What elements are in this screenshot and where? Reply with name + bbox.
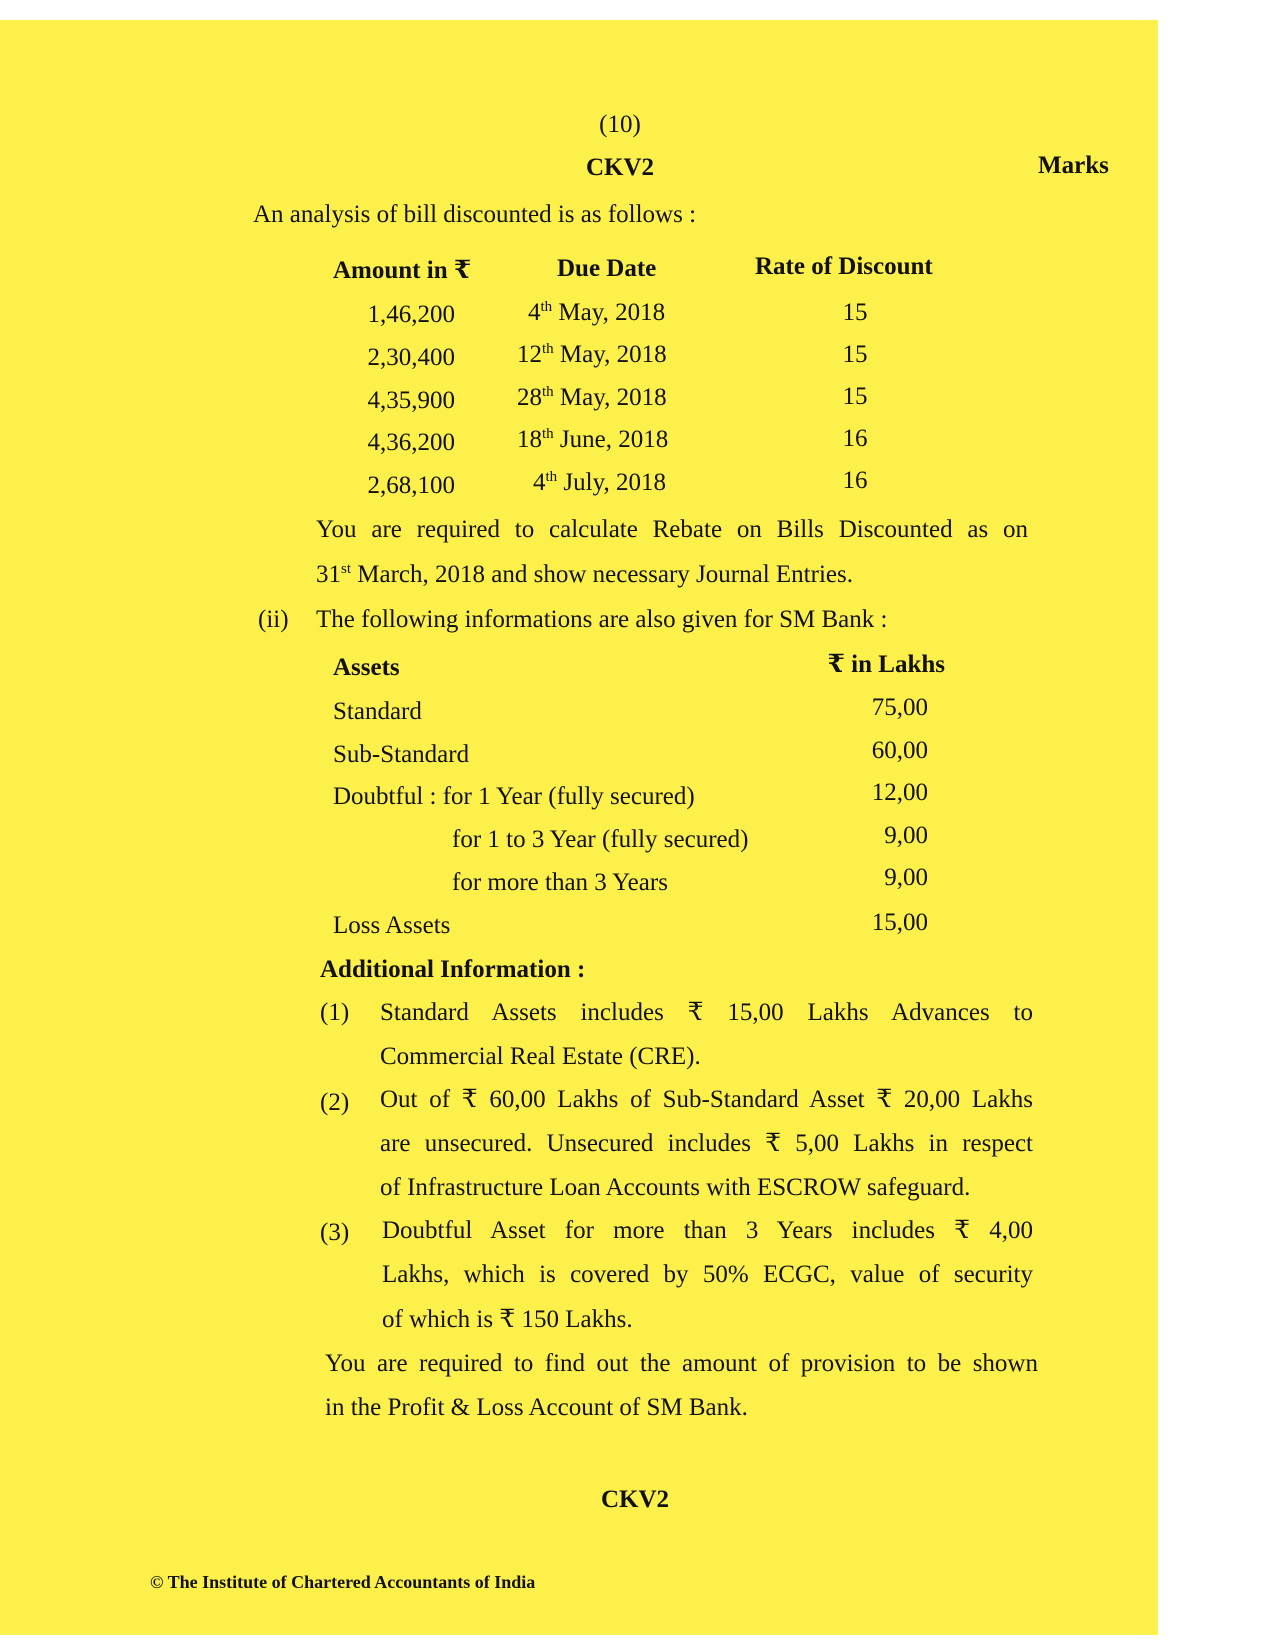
asset-value: 9,00 — [884, 864, 928, 891]
note-line: Out of ₹ 60,00 Lakhs of Sub-Standard Asset ₹ 20,00 Lakhs — [380, 1086, 1033, 1113]
bottom-paper-code: CKV2 — [600, 1486, 670, 1513]
col-value-lakhs: ₹ in Lakhs — [827, 651, 945, 678]
bill-due-date: 12th May, 2018 — [517, 341, 667, 368]
asset-value: 12,00 — [871, 779, 928, 806]
col-rate: Rate of Discount — [755, 253, 933, 280]
rebate-requirement-line1: You are required to calculate Rebate on Bills Discounted as on — [316, 516, 1028, 543]
marks-label: Marks — [1038, 152, 1109, 179]
asset-value: 60,00 — [871, 737, 928, 764]
asset-label: Sub-Standard — [333, 741, 470, 768]
part-ii-intro: The following informations are also given for SM Bank : — [316, 606, 888, 633]
note-line: are unsecured. Unsecured includes ₹ 5,00 Lakhs in respect — [380, 1130, 1033, 1157]
note-number: (3) — [320, 1219, 350, 1246]
note-number: (2) — [320, 1089, 350, 1116]
bill-due-date: 18th June, 2018 — [517, 426, 669, 453]
asset-label: for 1 to 3 Year (fully secured) — [452, 826, 749, 853]
bill-amount: 2,68,100 — [367, 472, 455, 499]
bill-amount: 1,46,200 — [367, 301, 455, 328]
asset-label: for more than 3 Years — [452, 869, 668, 896]
note-line: Lakhs, which is covered by 50% ECGC, value of security — [382, 1261, 1033, 1288]
paper-code: CKV2 — [585, 154, 655, 181]
bill-rate: 16 — [842, 425, 868, 452]
bill-due-date: 4th July, 2018 — [533, 469, 666, 496]
bill-rate: 15 — [842, 299, 868, 326]
note-line: Standard Assets includes ₹ 15,00 Lakhs Advances to — [380, 999, 1033, 1026]
note-line: Commercial Real Estate (CRE). — [380, 1043, 701, 1070]
note-number: (1) — [320, 999, 350, 1026]
exam-page — [0, 20, 1158, 1635]
provision-requirement-line2: in the Profit & Loss Account of SM Bank. — [325, 1394, 748, 1421]
note-line: Doubtful Asset for more than 3 Years includes ₹ 4,00 — [382, 1217, 1033, 1244]
page-number: (10) — [599, 111, 641, 138]
asset-value: 75,00 — [871, 694, 928, 721]
asset-label: Doubtful : for 1 Year (fully secured) — [333, 783, 695, 810]
bill-due-date: 28th May, 2018 — [517, 384, 667, 411]
bill-analysis-intro: An analysis of bill discounted is as follows : — [253, 201, 697, 228]
bill-amount: 4,36,200 — [367, 429, 455, 456]
col-due-date: Due Date — [557, 255, 657, 282]
asset-label: Loss Assets — [333, 912, 451, 939]
bill-amount: 2,30,400 — [367, 344, 455, 371]
additional-info-heading: Additional Information : — [320, 956, 586, 983]
bill-rate: 15 — [842, 341, 868, 368]
bill-rate: 15 — [842, 383, 868, 410]
copyright-footer: © The Institute of Chartered Accountants of India — [150, 1572, 536, 1592]
note-line: of which is ₹ 150 Lakhs. — [382, 1306, 633, 1333]
asset-value: 15,00 — [871, 909, 928, 936]
col-assets: Assets — [333, 654, 400, 681]
part-ii-label: (ii) — [258, 606, 289, 633]
bill-due-date: 4th May, 2018 — [528, 299, 666, 326]
bill-rate: 16 — [842, 467, 868, 494]
rebate-requirement-line2: 31st March, 2018 and show necessary Journal Entries. — [316, 561, 853, 588]
col-amount: Amount in ₹ — [333, 257, 472, 284]
note-line: of Infrastructure Loan Accounts with ESCROW safeguard. — [380, 1174, 971, 1201]
asset-value: 9,00 — [884, 822, 928, 849]
bill-amount: 4,35,900 — [367, 387, 455, 414]
asset-label: Standard — [333, 698, 422, 725]
provision-requirement-line1: You are required to find out the amount of provision to be shown — [325, 1350, 1038, 1377]
